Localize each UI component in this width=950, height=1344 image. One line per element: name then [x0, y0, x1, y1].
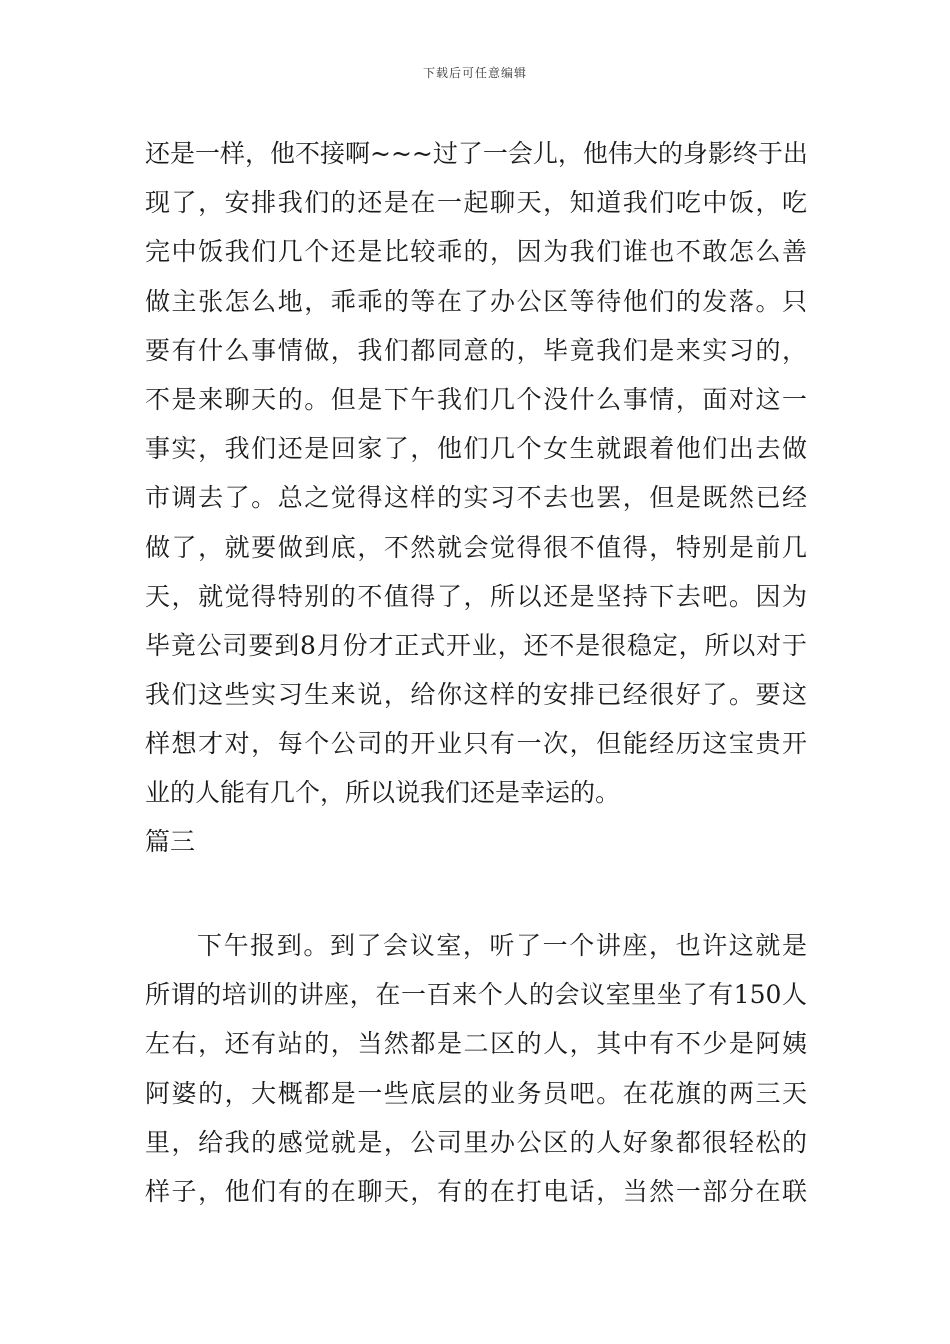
text-line: 下午报到。到了会议室，听了一个讲座，也许这就是 — [197, 931, 807, 960]
text-line: 阿婆的，大概都是一些底层的业务员吧。在花旗的两三天 — [145, 1078, 807, 1108]
text-line: 所谓的培训的讲座，在一百来个人的会议室里坐了有150人 — [145, 980, 807, 1010]
text-line: 里，给我的感觉就是，公司里办公区的人好象都很轻松的 — [145, 1127, 807, 1157]
text-line: 样想才对，每个公司的开业只有一次，但能经历这宝贵开 — [145, 729, 807, 759]
text-line: 现了，安排我们的还是在一起聊天，知道我们吃中饭，吃 — [145, 188, 807, 218]
text-line: 做了，就要做到底，不然就会觉得很不值得，特别是前几 — [145, 532, 807, 562]
text-line: 事实，我们还是回家了，他们几个女生就跟着他们出去做 — [145, 434, 807, 464]
text-line: 左右，还有站的，当然都是二区的人，其中有不少是阿姨 — [145, 1029, 807, 1059]
text-line: 不是来聊天的。但是下午我们几个没什么事情，面对这一 — [145, 384, 807, 414]
text-line: 做主张怎么地，乖乖的等在了办公区等待他们的发落。只 — [145, 286, 807, 316]
paragraph-continued — [145, 129, 807, 818]
text-line: 我们这些实习生来说，给你这样的安排已经很好了。要这 — [145, 680, 807, 710]
text-line: 市调去了。总之觉得这样的实习不去也罢，但是既然已经 — [145, 483, 807, 513]
text-line: 业的人能有几个，所以说我们还是幸运的。 — [145, 778, 621, 808]
paragraph-section-three — [145, 921, 807, 1216]
text-line: 样子，他们有的在聊天，有的在打电话，当然一部分在联 — [145, 1176, 807, 1206]
text-line: 毕竟公司要到8月份才正式开业，还不是很稳定，所以对于 — [145, 630, 807, 660]
text-line: 天，就觉得特别的不值得了，所以还是坚持下去吧。因为 — [145, 581, 807, 611]
text-line: 要有什么事情做，我们都同意的，毕竟我们是来实习的， — [145, 335, 807, 365]
text-line: 完中饭我们几个还是比较乖的，因为我们谁也不敢怎么善 — [145, 237, 807, 267]
section-heading: 篇三 — [145, 827, 196, 856]
text-line: 还是一样，他不接啊~~~过了一会儿，他伟大的身影终于出 — [145, 139, 808, 168]
page-header-note: 下载后可任意编辑 — [422, 66, 527, 80]
